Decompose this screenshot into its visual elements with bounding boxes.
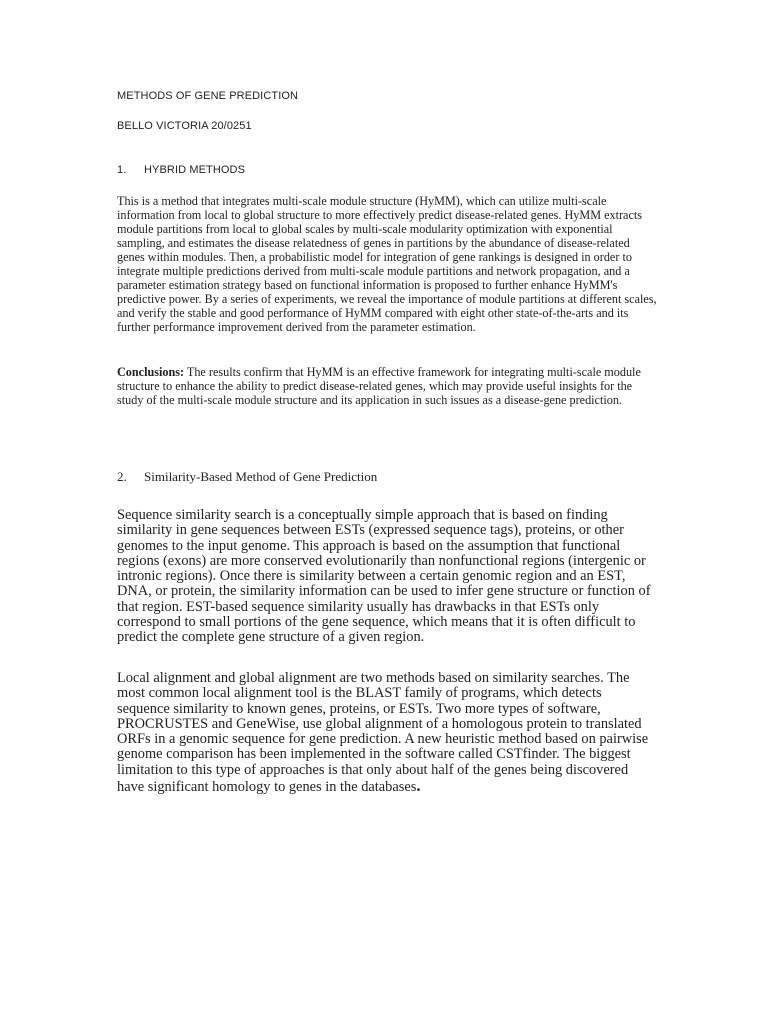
section-heading-text: HYBRID METHODS (144, 164, 246, 176)
section-heading-text: Similarity-Based Method of Gene Prediction (144, 469, 378, 484)
conclusions-label: Conclusions: (117, 365, 185, 379)
section-number: 2. (117, 469, 127, 484)
hybrid-methods-paragraph: This is a method that integrates multi-scale module structure (HyMM), which can utilize multi-scale information from local to global structure to more effectively predict disease-related genes. HyMM extracts module partitions from local to global scales by multi-scale modularity optimization with exponential sampling, and estimates the disease relatedness of genes in partitions by the abundance of disease-related genes within modules. Then, a probabilistic model for integration of gene rankings is designed in order to integrate multiple predictions derived from multi-scale module partitions and network propagation, and a parameter estimation strategy based on functional information is proposed to further enhance HyMM's predictive power. By a series of experiments, we reveal the importance of module partitions at different scales, and verify the stable and good performance of HyMM compared with eight other state-of-the-arts and its further performance improvement derived from the parameter estimation. (117, 194, 657, 334)
section-heading-similarity-based (117, 469, 377, 485)
conclusions-text: The results confirm that HyMM is an effective framework for integrating multi-scale module structure to enhance the ability to predict disease-related genes, which may provide useful insights for the study of the multi-scale module structure and its application in such issues as a disease-gene prediction. (117, 365, 641, 407)
section-number: 1. (117, 164, 127, 176)
document-title: METHODS OF GENE PREDICTION (117, 90, 299, 102)
alignment-methods-text: Local alignment and global alignment are two methods based on similarity searches. The most common local alignment tool is the BLAST family of programs, which detects sequence similarity to known genes, proteins, or ESTs. Two more types of software, PROCRUSTES and GeneWise, use global alignment of a homologous protein to translated ORFs in a genomic sequence for gene prediction. A new heuristic method based on pairwise genome comparison has been implemented in the software called CSTfinder. The biggest limitation to this type of approaches is that only about half of the genes being discovered have significant homology to genes in the databases (117, 670, 649, 796)
similarity-search-paragraph: Sequence similarity search is a conceptually simple approach that is based on finding similarity in gene sequences between ESTs (expressed sequence tags), proteins, or other genomes to the input genome. This approach is based on the assumption that functional regions (exons) are more conserved evolutionarily than nonfunctional regions (intergenic or intronic regions). Once there is similarity between a certain genomic region and an EST, DNA, or protein, the similarity information can be used to infer gene structure or function of that region. EST-based sequence similarity usually has drawbacks in that ESTs only correspond to small portions of the gene sequence, which means that it is often difficult to predict the complete gene structure of a given region. (117, 507, 651, 646)
section-heading-hybrid-methods (117, 163, 245, 177)
final-period: . (416, 776, 421, 796)
alignment-methods-paragraph (117, 671, 657, 795)
conclusions-paragraph (117, 365, 657, 407)
author-line: BELLO VICTORIA 20/0251 (117, 120, 252, 132)
